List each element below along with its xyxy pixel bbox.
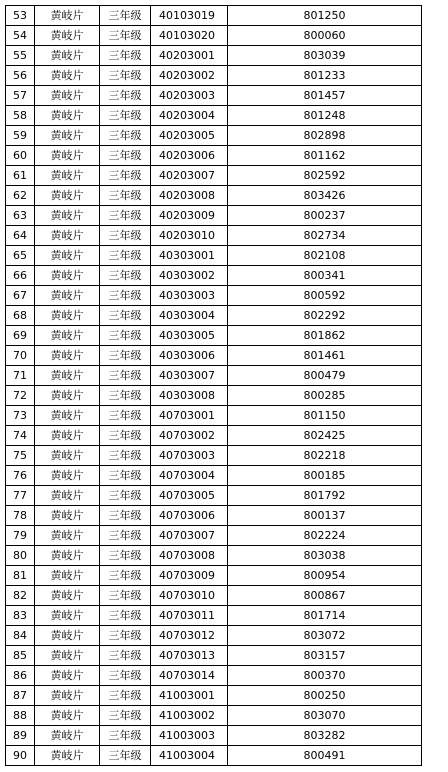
row-number-cell: 60 (6, 146, 35, 166)
area-cell: 黄岐片 (35, 86, 100, 106)
id-cell: 803039 (228, 46, 422, 66)
code-cell: 40703006 (151, 506, 228, 526)
table-row (6, 206, 422, 226)
id-cell: 800250 (228, 686, 422, 706)
table-row (6, 586, 422, 606)
grade-cell: 三年级 (100, 366, 151, 386)
code-cell: 40703002 (151, 426, 228, 446)
area-cell: 黄岐片 (35, 626, 100, 646)
code-cell: 40303003 (151, 286, 228, 306)
id-cell: 801248 (228, 106, 422, 126)
table-row (6, 346, 422, 366)
grade-cell: 三年级 (100, 606, 151, 626)
id-cell: 803282 (228, 726, 422, 746)
id-cell: 800341 (228, 266, 422, 286)
area-cell: 黄岐片 (35, 586, 100, 606)
id-cell: 800491 (228, 746, 422, 766)
row-number-cell: 58 (6, 106, 35, 126)
table-row (6, 106, 422, 126)
code-cell: 40303004 (151, 306, 228, 326)
area-cell: 黄岐片 (35, 426, 100, 446)
row-number-cell: 82 (6, 586, 35, 606)
grade-cell: 三年级 (100, 206, 151, 226)
id-cell: 802898 (228, 126, 422, 146)
grade-cell: 三年级 (100, 386, 151, 406)
table-row (6, 186, 422, 206)
table-row (6, 46, 422, 66)
area-cell: 黄岐片 (35, 546, 100, 566)
id-cell: 802224 (228, 526, 422, 546)
row-number-cell: 55 (6, 46, 35, 66)
code-cell: 41003003 (151, 726, 228, 746)
area-cell: 黄岐片 (35, 446, 100, 466)
table-row (6, 606, 422, 626)
table-row (6, 446, 422, 466)
grade-cell: 三年级 (100, 226, 151, 246)
id-cell: 802734 (228, 226, 422, 246)
area-cell: 黄岐片 (35, 666, 100, 686)
grade-cell: 三年级 (100, 126, 151, 146)
table-row (6, 126, 422, 146)
id-cell: 802592 (228, 166, 422, 186)
student-table-body (6, 6, 422, 766)
code-cell: 40303007 (151, 366, 228, 386)
row-number-cell: 63 (6, 206, 35, 226)
grade-cell: 三年级 (100, 626, 151, 646)
row-number-cell: 61 (6, 166, 35, 186)
code-cell: 40303008 (151, 386, 228, 406)
id-cell: 802108 (228, 246, 422, 266)
grade-cell: 三年级 (100, 186, 151, 206)
row-number-cell: 62 (6, 186, 35, 206)
grade-cell: 三年级 (100, 726, 151, 746)
row-number-cell: 76 (6, 466, 35, 486)
id-cell: 800370 (228, 666, 422, 686)
grade-cell: 三年级 (100, 506, 151, 526)
code-cell: 40203008 (151, 186, 228, 206)
grade-cell: 三年级 (100, 66, 151, 86)
grade-cell: 三年级 (100, 546, 151, 566)
row-number-cell: 57 (6, 86, 35, 106)
grade-cell: 三年级 (100, 666, 151, 686)
grade-cell: 三年级 (100, 246, 151, 266)
area-cell: 黄岐片 (35, 606, 100, 626)
table-row (6, 466, 422, 486)
area-cell: 黄岐片 (35, 526, 100, 546)
table-row (6, 306, 422, 326)
area-cell: 黄岐片 (35, 566, 100, 586)
grade-cell: 三年级 (100, 586, 151, 606)
table-row (6, 326, 422, 346)
area-cell: 黄岐片 (35, 366, 100, 386)
code-cell: 40203009 (151, 206, 228, 226)
id-cell: 803038 (228, 546, 422, 566)
code-cell: 40103019 (151, 6, 228, 26)
code-cell: 40203005 (151, 126, 228, 146)
code-cell: 40703013 (151, 646, 228, 666)
area-cell: 黄岐片 (35, 706, 100, 726)
area-cell: 黄岐片 (35, 266, 100, 286)
code-cell: 40703007 (151, 526, 228, 546)
area-cell: 黄岐片 (35, 286, 100, 306)
row-number-cell: 65 (6, 246, 35, 266)
grade-cell: 三年级 (100, 86, 151, 106)
table-row (6, 546, 422, 566)
row-number-cell: 71 (6, 366, 35, 386)
grade-cell: 三年级 (100, 46, 151, 66)
grade-cell: 三年级 (100, 346, 151, 366)
grade-cell: 三年级 (100, 406, 151, 426)
id-cell: 803426 (228, 186, 422, 206)
id-cell: 800954 (228, 566, 422, 586)
code-cell: 40203003 (151, 86, 228, 106)
area-cell: 黄岐片 (35, 466, 100, 486)
row-number-cell: 70 (6, 346, 35, 366)
code-cell: 40703003 (151, 446, 228, 466)
id-cell: 802425 (228, 426, 422, 446)
id-cell: 800137 (228, 506, 422, 526)
table-row (6, 266, 422, 286)
grade-cell: 三年级 (100, 526, 151, 546)
grade-cell: 三年级 (100, 566, 151, 586)
id-cell: 802292 (228, 306, 422, 326)
grade-cell: 三年级 (100, 6, 151, 26)
row-number-cell: 84 (6, 626, 35, 646)
table-row (6, 246, 422, 266)
row-number-cell: 90 (6, 746, 35, 766)
table-row (6, 746, 422, 766)
row-number-cell: 86 (6, 666, 35, 686)
code-cell: 40303001 (151, 246, 228, 266)
code-cell: 41003004 (151, 746, 228, 766)
id-cell: 800867 (228, 586, 422, 606)
area-cell: 黄岐片 (35, 66, 100, 86)
area-cell: 黄岐片 (35, 226, 100, 246)
table-row (6, 166, 422, 186)
code-cell: 40103020 (151, 26, 228, 46)
table-row (6, 646, 422, 666)
code-cell: 40703005 (151, 486, 228, 506)
area-cell: 黄岐片 (35, 326, 100, 346)
id-cell: 801792 (228, 486, 422, 506)
grade-cell: 三年级 (100, 266, 151, 286)
id-cell: 803072 (228, 626, 422, 646)
area-cell: 黄岐片 (35, 206, 100, 226)
row-number-cell: 78 (6, 506, 35, 526)
row-number-cell: 87 (6, 686, 35, 706)
code-cell: 40303006 (151, 346, 228, 366)
row-number-cell: 69 (6, 326, 35, 346)
row-number-cell: 83 (6, 606, 35, 626)
table-row (6, 86, 422, 106)
code-cell: 40703014 (151, 666, 228, 686)
table-row (6, 486, 422, 506)
row-number-cell: 80 (6, 546, 35, 566)
grade-cell: 三年级 (100, 306, 151, 326)
code-cell: 40703010 (151, 586, 228, 606)
id-cell: 801162 (228, 146, 422, 166)
row-number-cell: 88 (6, 706, 35, 726)
table-row (6, 406, 422, 426)
row-number-cell: 66 (6, 266, 35, 286)
table-row (6, 226, 422, 246)
code-cell: 40703004 (151, 466, 228, 486)
code-cell: 40703001 (151, 406, 228, 426)
area-cell: 黄岐片 (35, 306, 100, 326)
row-number-cell: 68 (6, 306, 35, 326)
id-cell: 801250 (228, 6, 422, 26)
id-cell: 801233 (228, 66, 422, 86)
row-number-cell: 85 (6, 646, 35, 666)
code-cell: 40203002 (151, 66, 228, 86)
row-number-cell: 53 (6, 6, 35, 26)
grade-cell: 三年级 (100, 106, 151, 126)
id-cell: 803157 (228, 646, 422, 666)
area-cell: 黄岐片 (35, 126, 100, 146)
table-row (6, 146, 422, 166)
id-cell: 800479 (228, 366, 422, 386)
area-cell: 黄岐片 (35, 246, 100, 266)
id-cell: 803070 (228, 706, 422, 726)
area-cell: 黄岐片 (35, 186, 100, 206)
table-row (6, 6, 422, 26)
table-row (6, 366, 422, 386)
table-row (6, 706, 422, 726)
grade-cell: 三年级 (100, 486, 151, 506)
grade-cell: 三年级 (100, 326, 151, 346)
area-cell: 黄岐片 (35, 26, 100, 46)
row-number-cell: 56 (6, 66, 35, 86)
area-cell: 黄岐片 (35, 506, 100, 526)
code-cell: 40203007 (151, 166, 228, 186)
grade-cell: 三年级 (100, 686, 151, 706)
row-number-cell: 67 (6, 286, 35, 306)
table-row (6, 66, 422, 86)
id-cell: 800285 (228, 386, 422, 406)
grade-cell: 三年级 (100, 466, 151, 486)
area-cell: 黄岐片 (35, 646, 100, 666)
id-cell: 802218 (228, 446, 422, 466)
table-row (6, 26, 422, 46)
area-cell: 黄岐片 (35, 146, 100, 166)
student-table (5, 5, 422, 766)
grade-cell: 三年级 (100, 26, 151, 46)
row-number-cell: 79 (6, 526, 35, 546)
table-row (6, 566, 422, 586)
code-cell: 40203006 (151, 146, 228, 166)
grade-cell: 三年级 (100, 446, 151, 466)
id-cell: 800185 (228, 466, 422, 486)
table-row (6, 726, 422, 746)
code-cell: 41003001 (151, 686, 228, 706)
row-number-cell: 73 (6, 406, 35, 426)
id-cell: 800592 (228, 286, 422, 306)
table-row (6, 526, 422, 546)
row-number-cell: 74 (6, 426, 35, 446)
table-row (6, 666, 422, 686)
area-cell: 黄岐片 (35, 746, 100, 766)
area-cell: 黄岐片 (35, 166, 100, 186)
row-number-cell: 54 (6, 26, 35, 46)
code-cell: 40703012 (151, 626, 228, 646)
code-cell: 41003002 (151, 706, 228, 726)
grade-cell: 三年级 (100, 426, 151, 446)
grade-cell: 三年级 (100, 646, 151, 666)
grade-cell: 三年级 (100, 166, 151, 186)
id-cell: 801457 (228, 86, 422, 106)
row-number-cell: 59 (6, 126, 35, 146)
id-cell: 801461 (228, 346, 422, 366)
table-row (6, 426, 422, 446)
id-cell: 800237 (228, 206, 422, 226)
id-cell: 801714 (228, 606, 422, 626)
area-cell: 黄岐片 (35, 46, 100, 66)
area-cell: 黄岐片 (35, 726, 100, 746)
id-cell: 800060 (228, 26, 422, 46)
grade-cell: 三年级 (100, 706, 151, 726)
row-number-cell: 81 (6, 566, 35, 586)
row-number-cell: 77 (6, 486, 35, 506)
area-cell: 黄岐片 (35, 346, 100, 366)
row-number-cell: 75 (6, 446, 35, 466)
code-cell: 40703011 (151, 606, 228, 626)
grade-cell: 三年级 (100, 146, 151, 166)
area-cell: 黄岐片 (35, 686, 100, 706)
table-row (6, 506, 422, 526)
table-row (6, 386, 422, 406)
row-number-cell: 72 (6, 386, 35, 406)
code-cell: 40703009 (151, 566, 228, 586)
id-cell: 801150 (228, 406, 422, 426)
code-cell: 40303002 (151, 266, 228, 286)
grade-cell: 三年级 (100, 746, 151, 766)
code-cell: 40303005 (151, 326, 228, 346)
area-cell: 黄岐片 (35, 106, 100, 126)
table-row (6, 286, 422, 306)
area-cell: 黄岐片 (35, 406, 100, 426)
code-cell: 40203004 (151, 106, 228, 126)
table-row (6, 686, 422, 706)
area-cell: 黄岐片 (35, 6, 100, 26)
row-number-cell: 64 (6, 226, 35, 246)
grade-cell: 三年级 (100, 286, 151, 306)
code-cell: 40703008 (151, 546, 228, 566)
row-number-cell: 89 (6, 726, 35, 746)
table-row (6, 626, 422, 646)
code-cell: 40203001 (151, 46, 228, 66)
area-cell: 黄岐片 (35, 386, 100, 406)
code-cell: 40203010 (151, 226, 228, 246)
area-cell: 黄岐片 (35, 486, 100, 506)
id-cell: 801862 (228, 326, 422, 346)
